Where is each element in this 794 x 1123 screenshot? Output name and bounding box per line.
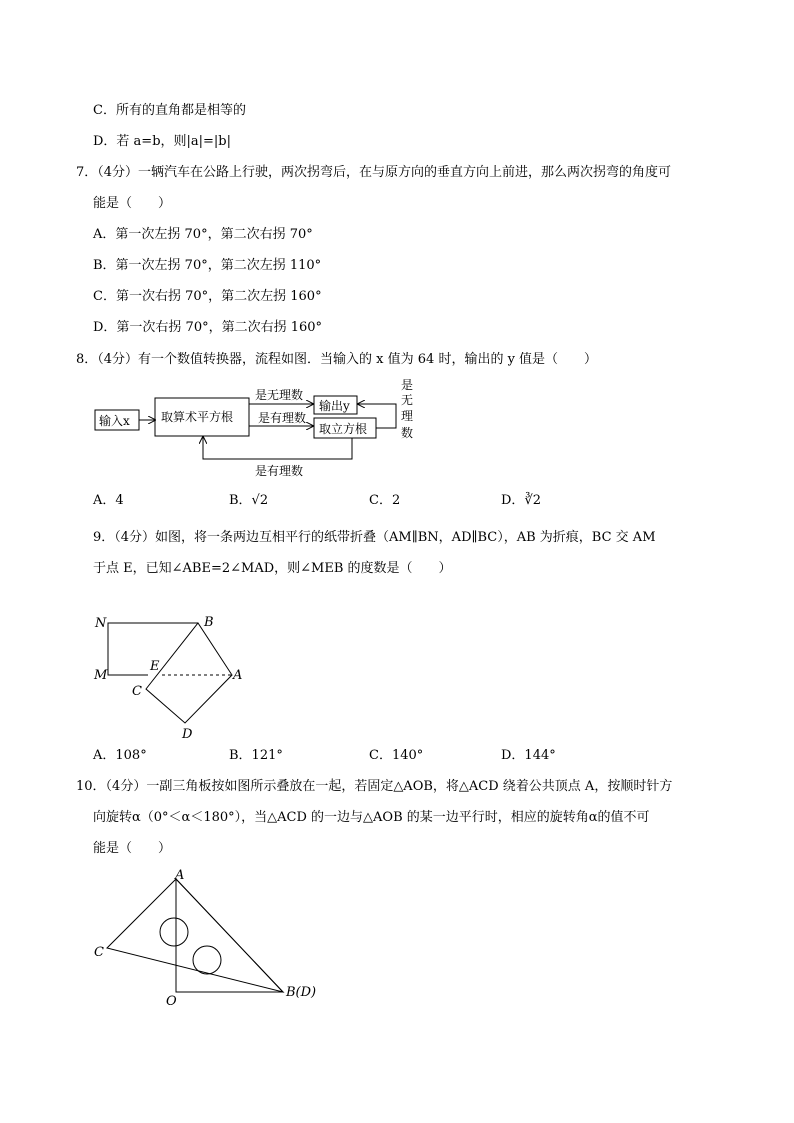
q6-option-c: C．所有的直角都是相等的 <box>93 103 246 118</box>
q8-option-a: A．4 <box>93 493 124 508</box>
q9-label-D: D <box>182 727 193 742</box>
q9-option-a: A．108° <box>93 748 147 763</box>
q9-label-N: N <box>95 616 107 631</box>
q9-option-d: D．144° <box>501 748 556 763</box>
q8-option-c: C．2 <box>369 493 401 508</box>
q7-stem-line2: 能是（ ） <box>93 196 172 211</box>
q6-option-d: D．若 a=b，则|a|=|b| <box>93 134 232 149</box>
q10-stem-line3: 能是（ ） <box>93 841 172 856</box>
flow-irrational-top-label: 是无理数 <box>255 388 304 402</box>
q9-label-A: A <box>233 668 243 683</box>
flow-cbrt-label: 取立方根 <box>319 422 368 436</box>
flow-sqrt-label: 取算术平方根 <box>161 410 234 424</box>
q7-option-a: A．第一次左拐 70°，第二次右拐 70° <box>93 227 313 242</box>
q7-option-b: B．第一次左拐 70°，第二次左拐 110° <box>93 258 322 273</box>
q8-option-d: D．∛2 <box>501 493 541 508</box>
q10-stem-line1: 10．（4分）一副三角板按如图所示叠放在一起，若固定△AOB，将△ACD 绕着公共顶点 A，按顺时针方 <box>76 779 673 794</box>
q9-option-b: B．121° <box>229 748 283 763</box>
q9-option-c: C．140° <box>369 748 424 763</box>
q8-option-b: B．√2 <box>229 493 269 508</box>
q9-label-B: B <box>204 615 214 630</box>
q9-label-M: M <box>94 668 108 683</box>
flow-rational-mid-label: 是有理数 <box>258 411 307 425</box>
q10-stem-line2: 向旋转α（0°＜α＜180°），当△ACD 的一边与△AOB 的某一边平行时，相应的旋转角α的值不可 <box>93 810 650 825</box>
q8-stem: 8．（4分）有一个数值转换器，流程如图．当输入的 x 值为 64 时，输出的 y 值是（ ） <box>76 352 598 367</box>
flow-output-label: 输出y <box>319 399 350 413</box>
q9-stem-line1: 9．（4分）如图，将一条两边互相平行的纸带折叠（AM∥BN，AD∥BC），AB 为折痕，BC 交 AM <box>93 530 656 545</box>
q9-stem-line2: 于点 E，已知∠ABE=2∠MAD，则∠MEB 的度数是（ ） <box>93 561 452 576</box>
q7-stem-line1: 7．（4分）一辆汽车在公路上行驶，两次拐弯后，在与原方向的垂直方向上前进，那么两次拐弯的角度可 <box>76 165 672 180</box>
q9-label-E: E <box>150 659 160 674</box>
q7-option-c: C．第一次右拐 70°，第二次左拐 160° <box>93 289 322 304</box>
q10-label-O: O <box>166 994 177 1009</box>
flow-irrational-side-1: 是 <box>401 378 414 392</box>
q9-label-C: C <box>132 684 142 699</box>
flow-input-label: 输入x <box>99 414 130 428</box>
q10-label-C: C <box>94 945 104 960</box>
q7-option-d: D．第一次右拐 70°，第二次右拐 160° <box>93 320 323 335</box>
q10-label-BD: B(D) <box>286 985 317 1000</box>
flow-rational-bottom-label: 是有理数 <box>255 464 304 478</box>
flow-irrational-side-3: 理 <box>401 409 414 423</box>
flow-irrational-side-2: 无 <box>401 393 414 407</box>
q10-label-A: A <box>175 868 185 883</box>
flow-irrational-side-4: 数 <box>401 426 414 440</box>
